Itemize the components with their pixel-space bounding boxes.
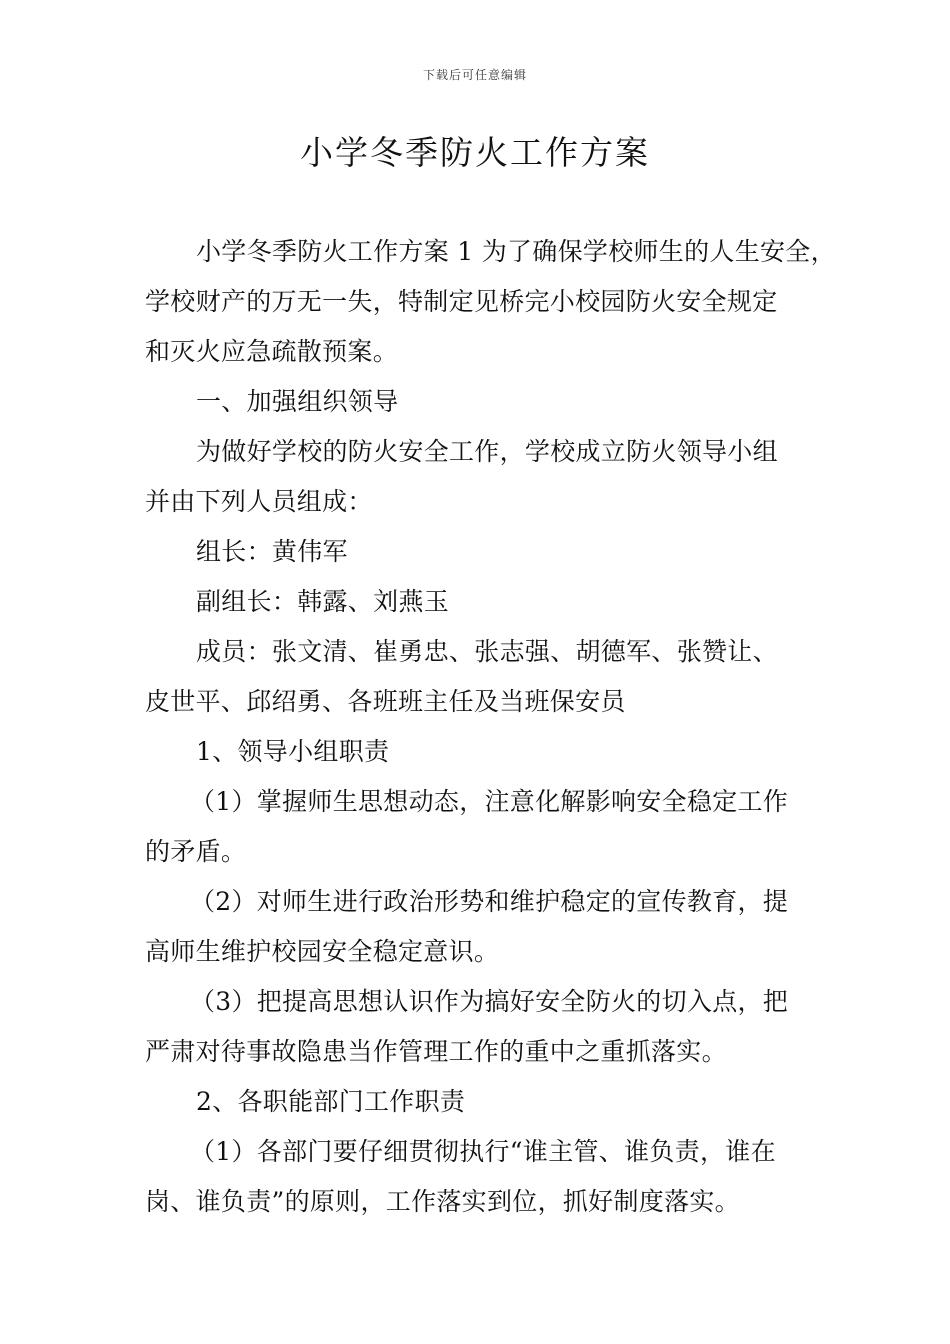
paragraph-line: 为做好学校的防火安全工作，学校成立防火领导小组: [196, 437, 778, 466]
paragraph-line: 高师生维护校园安全稳定意识。: [145, 937, 500, 966]
paragraph-line: 小学冬季防火工作方案 1 为了确保学校师生的人生安全，: [196, 237, 836, 266]
paragraph-line: （1）各部门要仔细贯彻执行“谁主管、谁负责，谁在: [190, 1137, 776, 1166]
document-title: 小学冬季防火工作方案: [300, 133, 650, 172]
paragraph-line: （3）把提高思想认识作为搞好安全防火的切入点，把: [190, 987, 789, 1016]
paragraph-line: 学校财产的万无一失，特制定见桥完小校园防火安全规定: [145, 287, 778, 316]
paragraph-line: 皮世平、邱绍勇、各班班主任及当班保安员: [145, 687, 626, 716]
document-body: [145, 227, 836, 1227]
paragraph-line: 和灭火应急疏散预案。: [145, 337, 399, 366]
paragraph-line: 岗、谁负责”的原则，工作落实到位，抓好制度落实。: [145, 1187, 740, 1216]
paragraph-line: （2）对师生进行政治形势和维护稳定的宣传教育，提: [190, 887, 789, 916]
paragraph-line: 的矛盾。: [145, 837, 247, 866]
section-heading: 一、加强组织领导: [196, 387, 399, 416]
paragraph-line: 成员：张文清、崔勇忠、张志强、胡德军、张赞让、: [196, 637, 778, 666]
paragraph-line: 并由下列人员组成：: [145, 487, 373, 516]
paragraph-line: 组长：黄伟军: [196, 537, 348, 566]
section-heading: 1、领导小组职责: [196, 737, 390, 766]
section-heading: 2、各职能部门工作职责: [196, 1087, 466, 1116]
paragraph-line: 副组长：韩露、刘燕玉: [196, 587, 450, 616]
paragraph-line: 严肃对待事故隐患当作管理工作的重中之重抓落实。: [145, 1037, 727, 1066]
header-note: 下载后可任意编辑: [422, 68, 527, 82]
paragraph-line: （1）掌握师生思想动态，注意化解影响安全稳定工作: [190, 787, 789, 816]
